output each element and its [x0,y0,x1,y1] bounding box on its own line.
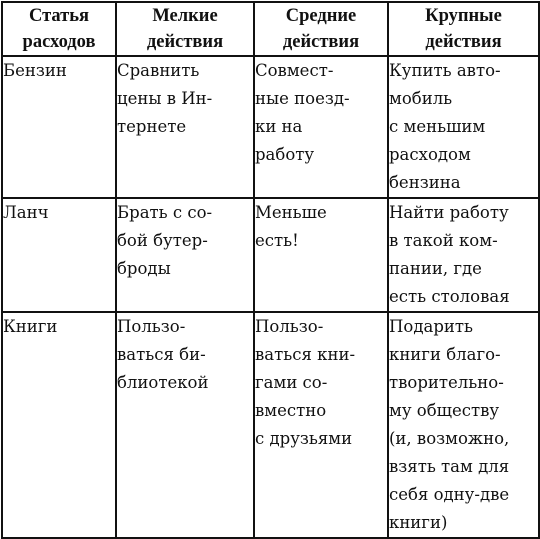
cell-line: Меньше [255,203,327,222]
cell-line: тернете [117,117,187,136]
small-action-cell [116,198,254,312]
header-line: действия [425,32,502,52]
cell-line: Книги [3,317,58,336]
cell-line: Пользо- [117,317,186,336]
header-line: действия [282,32,360,52]
cell-line: есть! [255,231,299,250]
header-cell [254,2,388,56]
header-line: Статья [28,6,90,26]
cell-line: (и, возможно, [389,429,510,448]
small-action-cell [116,312,254,538]
cell-line: бой бутер- [117,231,208,250]
large-action-cell [388,198,539,312]
cell-line: творительно- [389,373,504,392]
expense-actions-table [1,1,540,539]
cell-line: гами со- [255,373,328,392]
large-action-cell [388,56,539,198]
cell-line: расходом [389,145,471,164]
cell-line: книги) [389,513,448,532]
cell-line: есть столовая [389,287,510,306]
header-cell [116,2,254,56]
cell-line: Совмест- [255,61,334,80]
header-line: Мелкие [152,6,218,26]
cell-line: ваться кни- [255,345,356,364]
cell-line: Пользо- [255,317,324,336]
cell-line: вместно [255,401,327,420]
header-line: действия [146,32,224,52]
header-line: расходов [22,32,96,52]
expense-item-cell [2,312,116,538]
table-row [2,56,539,198]
cell-line: в такой ком- [389,231,498,250]
header-cell [2,2,116,56]
cell-line: блиотекой [117,373,209,392]
large-action-cell [388,312,539,538]
cell-line: му обществу [389,401,500,420]
medium-action-cell [254,56,388,198]
cell-line: Брать с со- [117,203,213,222]
cell-line: с друзьями [255,429,353,448]
cell-line: работу [255,145,315,164]
cell-line: книги благо- [389,345,501,364]
cell-line: Подарить [389,317,473,336]
medium-action-cell [254,312,388,538]
cell-line: ки на [255,117,303,136]
cell-line: пании, где [389,259,482,278]
expense-item-cell [2,198,116,312]
cell-line: броды [117,259,171,278]
cell-line: ные поезд- [255,89,350,108]
cell-line: себя одну-две [389,485,510,504]
cell-line: Купить авто- [389,61,501,80]
header-cell [388,2,539,56]
cell-line: Найти работу [389,203,509,222]
expense-item-cell [2,56,116,198]
cell-line: бензина [389,173,461,192]
cell-line: Ланч [3,203,49,222]
cell-line: взять там для [389,457,510,476]
cell-line: с меньшим [389,117,486,136]
cell-line: ваться би- [117,345,206,364]
cell-line: Бензин [3,61,67,80]
cell-line: мобиль [389,89,453,108]
table-row [2,312,539,538]
header-line: Крупные [425,6,502,26]
medium-action-cell [254,198,388,312]
cell-line: Сравнить [117,61,200,80]
header-row [2,2,539,56]
cell-line: цены в Ин- [117,89,213,108]
table-row [2,198,539,312]
small-action-cell [116,56,254,198]
header-line: Средние [285,6,357,26]
